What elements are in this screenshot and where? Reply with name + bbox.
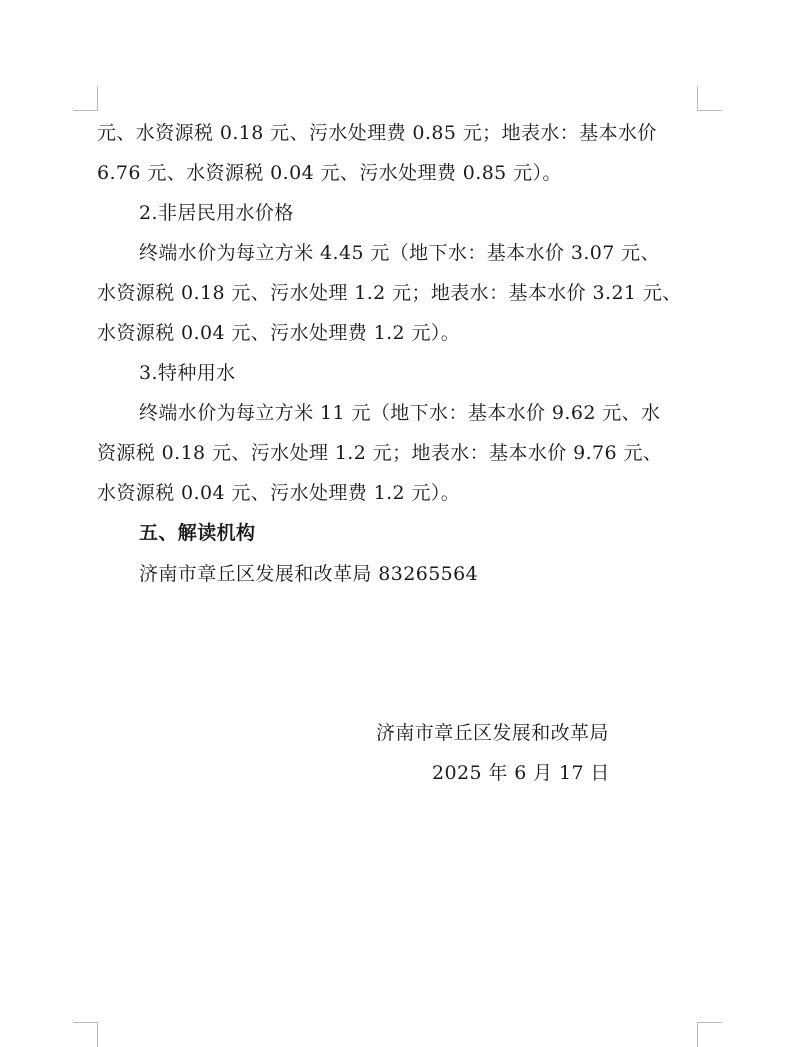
contact-line: 济南市章丘区发展和改革局 83265564 xyxy=(139,563,479,585)
crop-mark-top-right xyxy=(697,86,722,111)
crop-mark-top-left xyxy=(73,86,98,111)
body-line-9: 资源税 0.18 元、污水处理 1.2 元；地表水：基本水价 9.76 元、 xyxy=(97,442,663,464)
subheading-special-water: 3.特种用水 xyxy=(139,362,236,384)
body-line-6: 水资源税 0.04 元、污水处理费 1.2 元）。 xyxy=(97,322,461,344)
body-line-4: 终端水价为每立方米 4.45 元（地下水：基本水价 3.07 元、 xyxy=(139,242,660,264)
crop-mark-bottom-left xyxy=(73,1022,98,1047)
body-line-1: 元、水资源税 0.18 元、污水处理费 0.85 元；地表水：基本水价 xyxy=(97,122,657,144)
subheading-non-residential: 2.非居民用水价格 xyxy=(139,202,294,224)
body-line-8: 终端水价为每立方米 11 元（地下水：基本水价 9.62 元、水 xyxy=(139,402,661,424)
signature-organization: 济南市章丘区发展和改革局 xyxy=(376,722,609,744)
section-heading: 五、解读机构 xyxy=(139,522,256,544)
crop-mark-bottom-right xyxy=(697,1022,722,1047)
body-line-5: 水资源税 0.18 元、污水处理 1.2 元；地表水：基本水价 3.21 元、 xyxy=(97,282,682,304)
body-line-2: 6.76 元、水资源税 0.04 元、污水处理费 0.85 元）。 xyxy=(97,162,562,184)
signature-date: 2025 年 6 月 17 日 xyxy=(432,762,610,784)
body-line-10: 水资源税 0.04 元、污水处理费 1.2 元）。 xyxy=(97,482,461,504)
